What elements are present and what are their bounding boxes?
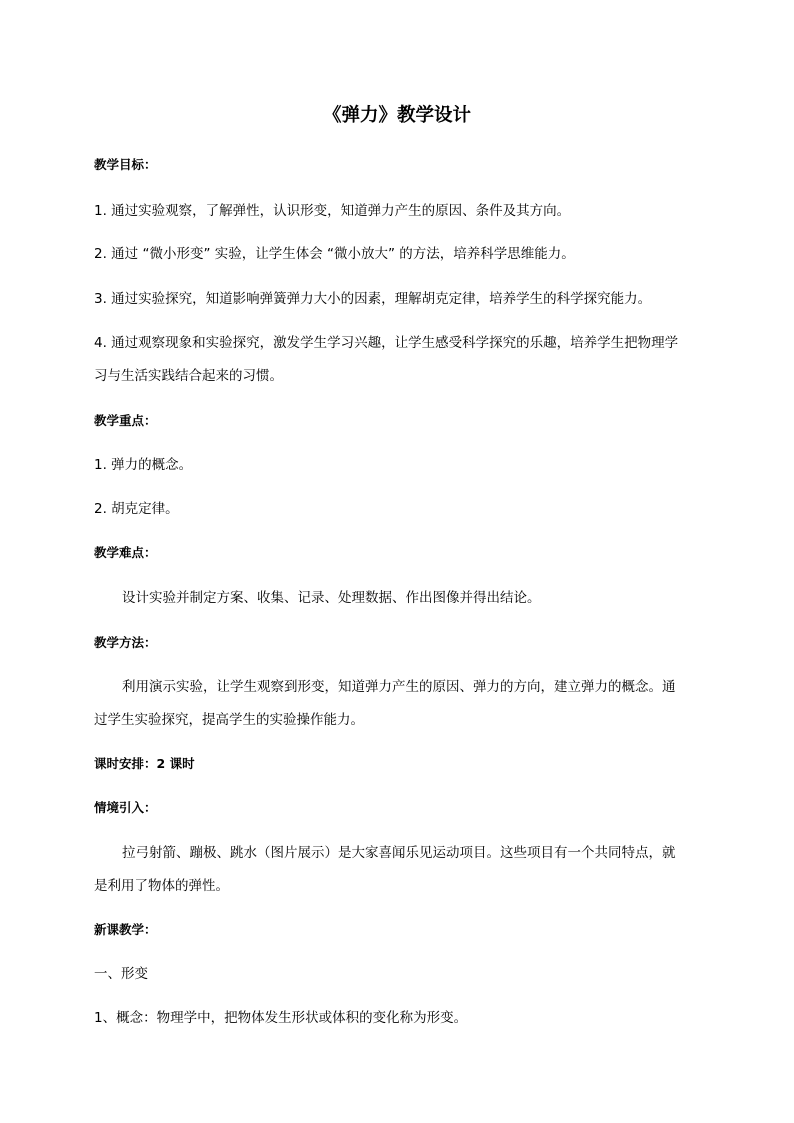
document-title: 《弹力》教学设计 xyxy=(322,105,471,126)
methods-heading: 教学方法： xyxy=(94,635,157,650)
deformation-concept: 1、概念：物理学中，把物体发生形状或体积的变化称为形变。 xyxy=(94,1010,468,1026)
section-deformation-heading: 一、形变 xyxy=(94,966,148,982)
schedule-row xyxy=(94,754,704,774)
objective-item-4: 4. 通过观察现象和实验探究，激发学生学习兴趣，让学生感受科学探究的乐趣，培养学生把物理学 xyxy=(94,335,679,351)
new-lesson-heading: 新课教学： xyxy=(94,922,157,937)
intro-text-line-1: 拉弓射箭、蹦极、跳水（图片展示）是大家喜闻乐见运动项目。这些项目有一个共同特点，就 xyxy=(122,845,676,861)
difficulties-text: 设计实验并制定方案、收集、记录、处理数据、作出图像并得出结论。 xyxy=(122,590,541,606)
difficulties-heading: 教学难点： xyxy=(94,545,157,560)
objective-item-3: 3. 通过实验探究，知道影响弹簧弹力大小的因素，理解胡克定律，培养学生的科学探究能力。 xyxy=(94,291,652,307)
intro-text-line-2: 是利用了物体的弹性。 xyxy=(94,878,229,894)
methods-text-line-2: 过学生实验探究，提高学生的实验操作能力。 xyxy=(94,712,364,728)
objective-item-2: 2. 通过 “微小形变” 实验，让学生体会 “微小放大” 的方法，培养科学思维能力。 xyxy=(94,246,575,262)
objective-item-4-continued: 习与生活实践结合起来的习惯。 xyxy=(94,368,283,384)
objectives-heading: 教学目标： xyxy=(94,157,157,172)
key-point-item-1: 1. 弹力的概念。 xyxy=(94,457,193,473)
methods-text-line-1: 利用演示实验，让学生观察到形变，知道弹力产生的原因、弹力的方向，建立弹力的概念。通 xyxy=(122,679,676,695)
objective-item-1: 1. 通过实验观察，了解弹性，认识形变，知道弹力产生的原因、条件及其方向。 xyxy=(94,203,571,219)
schedule-value: 2 课时 xyxy=(156,756,195,771)
key-points-heading: 教学重点： xyxy=(94,413,157,428)
schedule-heading: 课时安排： xyxy=(94,756,157,771)
key-point-item-2: 2. 胡克定律。 xyxy=(94,501,179,517)
intro-heading: 情境引入： xyxy=(94,800,157,815)
